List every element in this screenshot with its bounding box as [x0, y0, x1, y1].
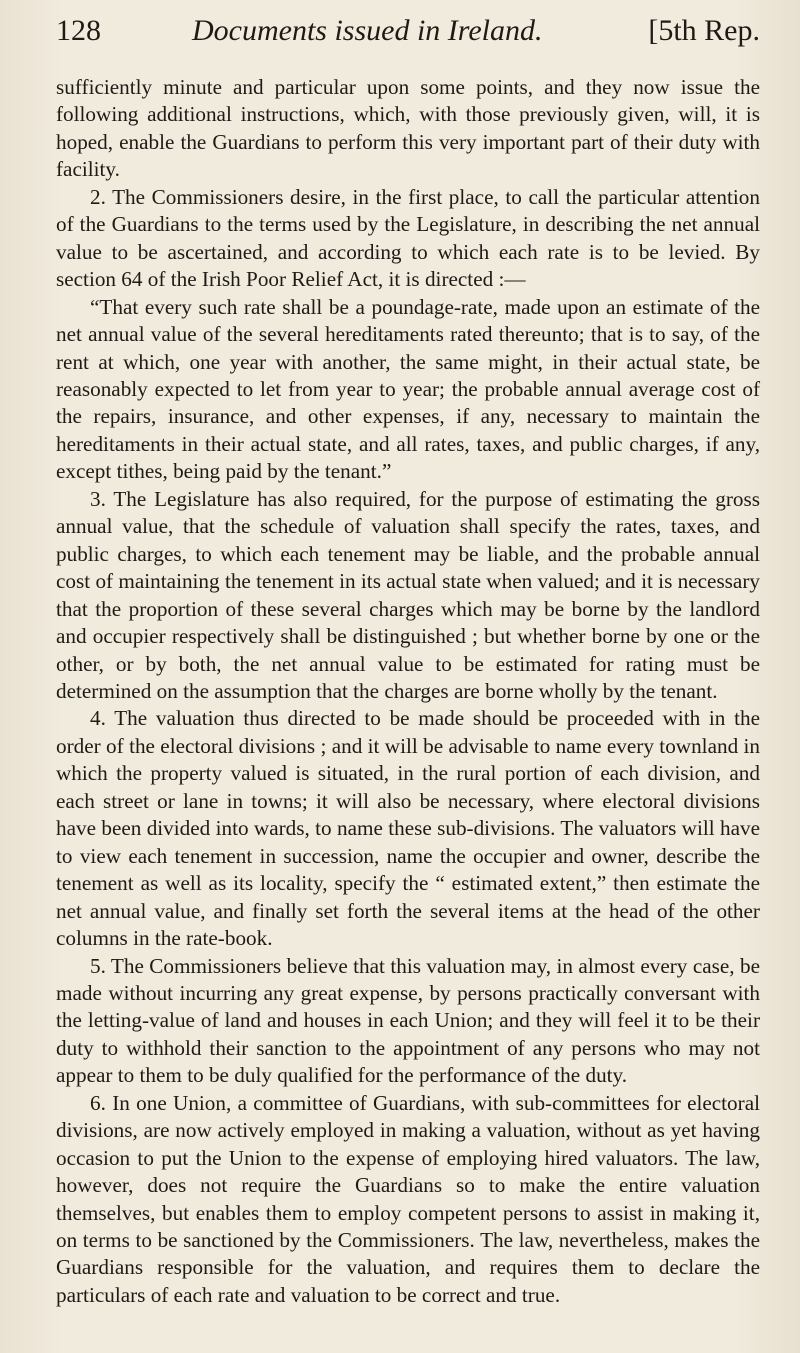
body-text [56, 74, 760, 1309]
page-header [56, 8, 760, 54]
paragraph-2: 2. The Commissioners desire, in the first place, to call the particular attention of the Guardians to the terms used by the Legislature, in describing the net annual value to be ascertained, and according to which each rate is to be levied. By section 64 of the Irish Poor Relief Act, it is directed :— [56, 184, 760, 292]
statute-quotation: “That every such rate shall be a poundage-rate, made upon an estimate of the net annual value of the several hereditaments rated thereunto; that is to say, of the rent at which, one year with another, the same might, in their actual state, be reasonably expected to let from year to year; the probable annual average cost of the repairs, insurance, and other expenses, if any, necessary to maintain the hereditaments in their actual state, and all rates, taxes, and public charges, if any, except tithes, being paid by the tenant.” [56, 294, 760, 484]
paragraph-continuation: sufficiently minute and particular upon some points, and they now issue the following additional instructions, which, with those previously given, will, it is hoped, enable the Guardians to perform this very important part of their duty with facility. [56, 75, 760, 182]
paragraph-4: 4. The valuation thus directed to be made should be proceeded with in the order of the electoral divisions ; and it will be advisable to name every townland in which the property valued is situated, in the rural portion of each division, and each street or lane in towns; it will also be necessary, where electoral divisions have been divided into wards, to name these sub-divisions. The valuators will have to view each tenement in succession, name the occupier and owner, describe the tenement as well as its locality, specify the “ estimated extent,” then estimate the net annual value, and finally set forth the several items at the head of the other columns in the rate-book. [56, 706, 760, 951]
paragraph-6: 6. In one Union, a committee of Guardians, with sub-committees for electoral divisions, are now actively employed in making a valuation, without as yet having occasion to put the Union to the expense of employing hired valuators. The law, however, does not require the Guardians so to make the entire valuation themselves, but enables them to employ competent persons to assist in making it, on terms to be sanctioned by the Commissioners. The law, nevertheless, makes the Guardians responsible for the valuation, and requires them to declare the particulars of each rate and valuation to be correct and true. [56, 1090, 760, 1307]
running-title: Documents issued in Ireland. [192, 14, 543, 47]
page-number: 128 [56, 14, 101, 47]
report-label: [5th Rep. [648, 14, 760, 47]
paragraph-3: 3. The Legislature has also required, for the purpose of estimating the gross annual value, that the schedule of valuation shall specify the rates, taxes, and public charges, to which each tenement may be liable, and the probable annual cost of maintaining the tenement in its actual state when valued; and it is necessary that the proportion of these several charges which may be borne by the landlord and occupier respectively shall be distinguished ; but whether borne by one or the other, or by both, the net annual value to be estimated for rating must be determined on the assumption that the charges are borne wholly by the tenant. [56, 486, 760, 703]
paragraph-5: 5. The Commissioners believe that this valuation may, in almost every case, be made without incurring any great expense, by persons practically conversant with the letting-value of land and houses in each Union; and they will feel it to be their duty to withhold their sanction to the appointment of any persons who may not appear to them to be duly qualified for the performance of the duty. [56, 953, 760, 1088]
